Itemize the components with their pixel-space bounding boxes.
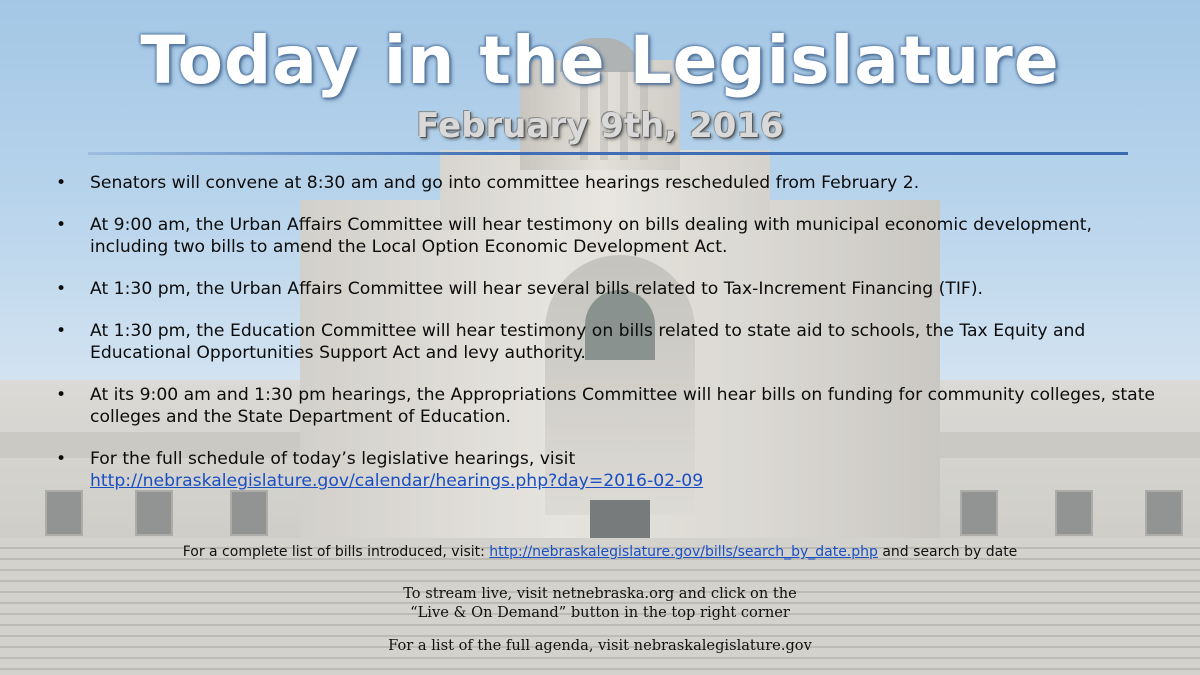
bills-footer-prefix: For a complete list of bills introduced, visit: [182, 544, 490, 560]
bullet-text: At 1:30 pm, the Education Committee will hear testimony on bills related to state aid to schools, the Tax Equity and Educational Opportunities Support Act and levy authority. [90, 321, 1086, 363]
bills-footer-line [0, 543, 1200, 562]
list-item [56, 278, 1166, 300]
bullet-text: At its 9:00 am and 1:30 pm hearings, the Appropriations Committee will hear bills on funding for community colleges, state colleges and the State Department of Education. [90, 385, 1156, 427]
bullet-text: Senators will convene at 8:30 am and go into committee hearings rescheduled from February 2. [90, 173, 920, 193]
bullet-icon: • [56, 215, 67, 235]
hearings-schedule-link[interactable]: http://nebraskalegislature.gov/calendar/hearings.php?day=2016-02-09 [90, 471, 704, 491]
bullet-icon: • [56, 385, 67, 405]
list-item [56, 214, 1166, 258]
stream-footer [0, 584, 1200, 622]
bills-footer-suffix: and search by date [877, 544, 1018, 560]
list-item [56, 384, 1166, 428]
list-item [56, 172, 1166, 194]
date-subtitle: February 9th, 2016 [416, 106, 784, 146]
list-item [56, 320, 1166, 364]
bullet-icon: • [56, 321, 67, 341]
bullet-text: For the full schedule of today’s legislative hearings, visit [90, 449, 576, 469]
agenda-footer-line: For a list of the full agenda, visit nebraskalegislature.gov [388, 637, 812, 654]
bullet-icon: • [56, 279, 67, 299]
list-item [56, 448, 1166, 492]
stream-footer-line-2: “Live & On Demand” button in the top right corner [410, 604, 790, 621]
page-title: Today in the Legislature [140, 22, 1060, 99]
title-divider [88, 152, 1128, 155]
bullet-icon: • [56, 173, 67, 193]
stream-footer-line-1: To stream live, visit netnebraska.org and click on the [403, 585, 797, 602]
bullet-text: At 1:30 pm, the Urban Affairs Committee will hear several bills related to Tax-Increment Financing (TIF). [90, 279, 983, 299]
schedule-bullet-list [56, 172, 1166, 512]
bullet-text: At 9:00 am, the Urban Affairs Committee will hear testimony on bills dealing with municipal economic development, including two bills to amend the Local Option Economic Development Act. [90, 215, 1092, 257]
bills-search-link[interactable]: http://nebraskalegislature.gov/bills/search_by_date.php [489, 544, 878, 560]
bullet-icon: • [56, 449, 67, 469]
